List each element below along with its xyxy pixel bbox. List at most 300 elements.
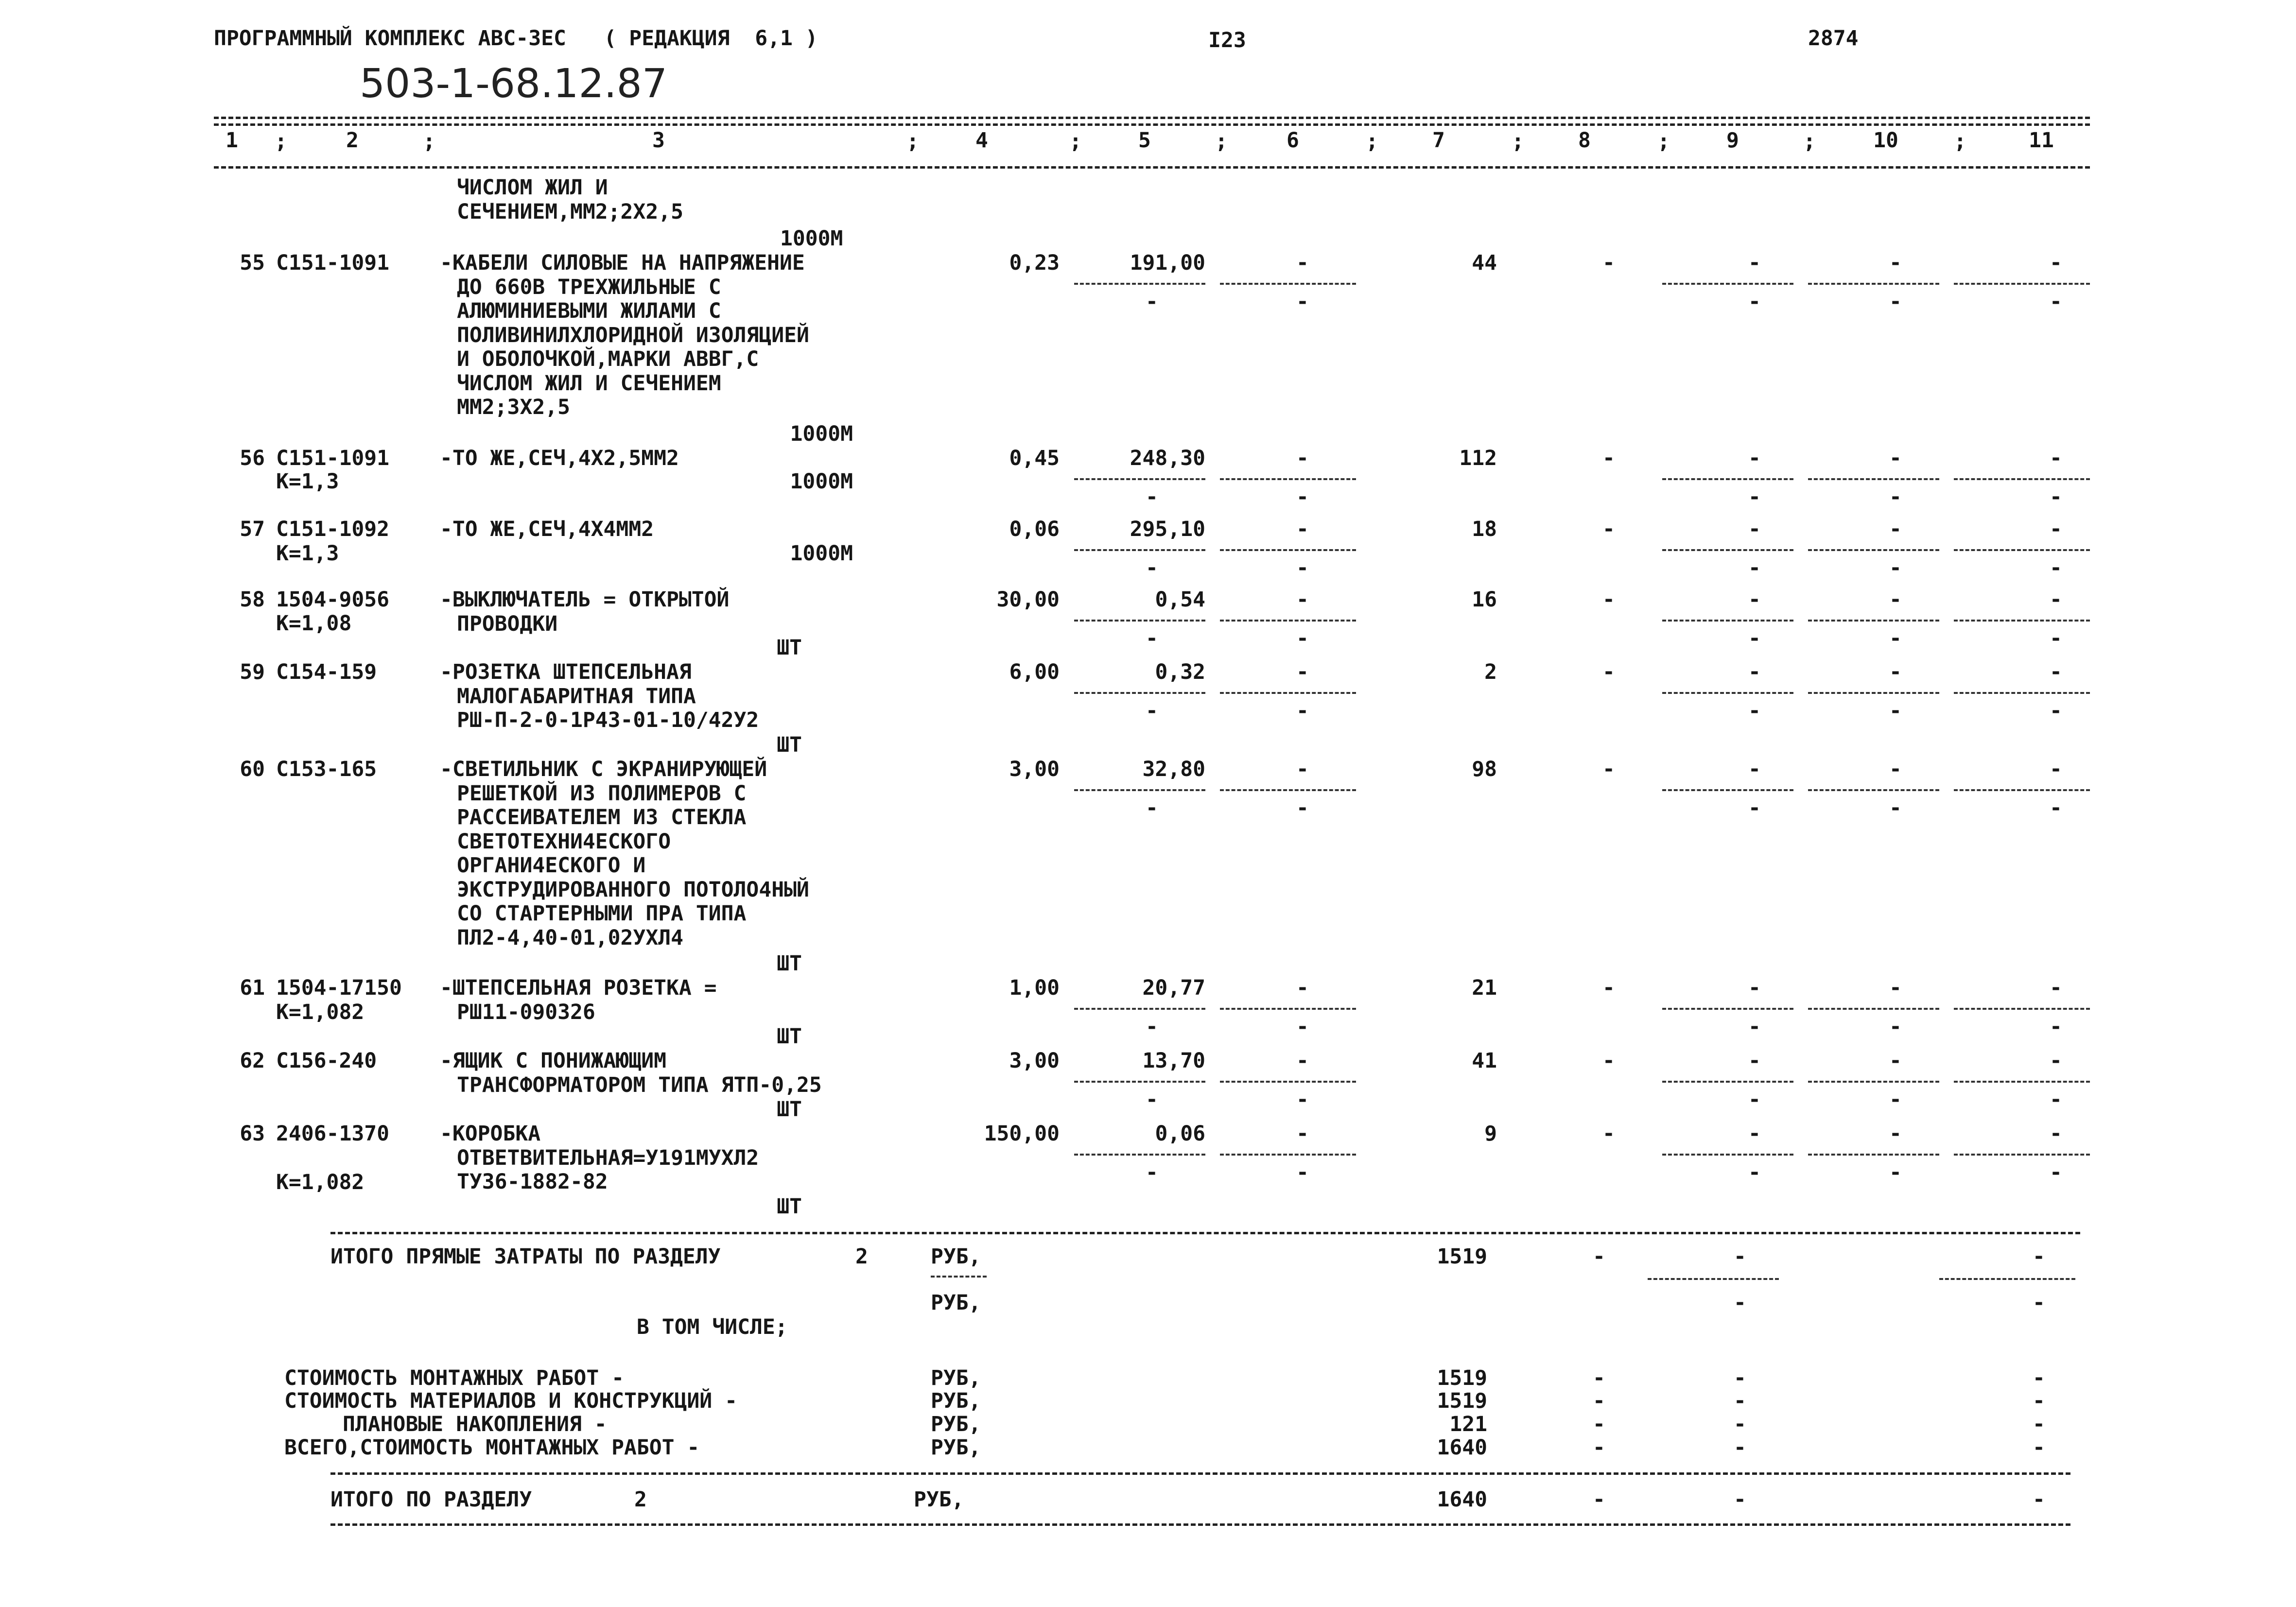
unit-price: 0,06 (1155, 1122, 1205, 1146)
fraction-rule (1220, 549, 1356, 551)
rub-label: РУБ, (931, 1366, 981, 1390)
summary-line-label: ПЛАНОВЫЕ НАКОПЛЕНИЯ - (343, 1412, 607, 1436)
lower-value: - (1296, 556, 1309, 580)
col9-value: - (1734, 1389, 1746, 1413)
desc-line: АЛЮМИНИЕВЫМИ ЖИЛАМИ С (457, 299, 721, 323)
fraction-rule (1220, 1154, 1356, 1156)
column-header-5: 5 (1138, 128, 1151, 153)
lower-value: - (1889, 626, 1902, 651)
lower-value: - (1296, 626, 1309, 651)
fraction-rule (1808, 1008, 1939, 1010)
fraction-rule (1074, 283, 1205, 285)
fraction-rule (1220, 1008, 1356, 1010)
col8-value: - (1602, 660, 1615, 684)
total-value: 16 (1472, 588, 1497, 612)
lower-value: - (1748, 290, 1761, 314)
header-rule-top-2 (214, 123, 2090, 126)
col6-value: - (1296, 446, 1309, 470)
lower-value: - (1889, 1015, 1902, 1039)
unit-label: ШТ (777, 951, 802, 976)
col6-value: - (1296, 588, 1309, 612)
rub-label: РУБ, (914, 1487, 964, 1512)
itogo-razdel-label: ИТОГО ПО РАЗДЕЛУ (330, 1487, 532, 1512)
col11-value: - (2050, 517, 2062, 541)
col8-value: - (1593, 1389, 1605, 1413)
col11-value: - (2050, 660, 2062, 684)
total-value: 18 (1472, 517, 1497, 541)
page-number: I23 (1208, 28, 1246, 52)
col10-value: - (1889, 517, 1902, 541)
desc-line: ОРГАНИ4ЕСКОГО И (457, 853, 646, 878)
total-value: 41 (1472, 1049, 1497, 1073)
col9-value: - (1734, 1412, 1746, 1436)
unit-price: 32,80 (1142, 757, 1205, 781)
col11-value: - (2050, 588, 2062, 612)
lower-value: - (1748, 556, 1761, 580)
fraction-rule (1954, 692, 2090, 694)
lower-value: - (1146, 485, 1158, 509)
column-header-8: 8 (1578, 128, 1591, 153)
col8-value: - (1602, 1122, 1615, 1146)
col11-value: - (2050, 757, 2062, 781)
col6-value: - (1296, 976, 1309, 1000)
column-header-7: 7 (1432, 128, 1445, 153)
lower-value: - (1146, 556, 1158, 580)
fraction-rule (1074, 1154, 1205, 1156)
desc-line: ЧИСЛОМ ЖИЛ И (457, 175, 608, 200)
col9-value: - (1748, 1049, 1761, 1073)
lower-value: - (1146, 796, 1158, 820)
desc-line: СВЕТОТЕХНИ4ЕСКОГО (457, 829, 671, 854)
fraction-rule (1662, 1008, 1793, 1010)
unit-label: 1000М (790, 469, 853, 494)
column-separator: ; (1954, 129, 1966, 154)
col6-value: - (1296, 1049, 1309, 1073)
rub-label: РУБ, (931, 1244, 981, 1269)
fraction-rule (1220, 478, 1356, 480)
total-value: 112 (1459, 446, 1497, 470)
col11-value: - (2033, 1389, 2045, 1413)
desc-line: РШ11-090326 (457, 1000, 595, 1024)
lower-value: - (1889, 290, 1902, 314)
itogo-label: ИТОГО ПРЯМЫЕ ЗАТРАТЫ ПО РАЗДЕЛУ (330, 1244, 721, 1269)
lower-value: - (1146, 626, 1158, 651)
price-code: С154-159 (276, 660, 377, 684)
lower-value: - (1748, 1088, 1761, 1112)
col9-value: - (1734, 1291, 1746, 1315)
fraction-rule (1220, 789, 1356, 791)
lower-value: - (1146, 1088, 1158, 1112)
unit-price: 0,32 (1155, 660, 1205, 684)
column-separator: ; (275, 129, 287, 154)
fraction-rule (1074, 1008, 1205, 1010)
col9-value: - (1748, 976, 1761, 1000)
lower-value: - (1296, 796, 1309, 820)
column-separator: ; (1803, 129, 1816, 154)
lower-value: - (2050, 1088, 2062, 1112)
col9-value: - (1748, 660, 1761, 684)
col8-value: - (1602, 446, 1615, 470)
unit-label: ШТ (777, 636, 802, 660)
desc-line: -ЯЩИК С ПОНИЖАЮЩИМ (440, 1049, 666, 1073)
row-number: 59 (240, 660, 265, 684)
col8-value: - (1602, 517, 1615, 541)
quantity: 6,00 (1009, 660, 1060, 684)
col9-value: - (1734, 1487, 1746, 1512)
fraction-rule (1808, 789, 1939, 791)
header-rule-top-1 (214, 117, 2090, 119)
unit-price: 13,70 (1142, 1049, 1205, 1073)
section-number: 2 (855, 1244, 868, 1269)
fraction-rule (1954, 789, 2090, 791)
col9-value: - (1734, 1244, 1746, 1269)
fraction-rule (1808, 1154, 1939, 1156)
lower-value: - (1296, 290, 1309, 314)
lower-value: - (1748, 796, 1761, 820)
lower-value: - (2050, 626, 2062, 651)
column-header-11: 11 (2029, 128, 2054, 153)
row-number: 60 (240, 757, 265, 781)
k-factor: К=1,082 (276, 1170, 365, 1194)
price-code: С151-1091 (276, 446, 389, 470)
summary-line-value: 1640 (1437, 1435, 1487, 1460)
fraction-rule (1808, 620, 1939, 622)
fraction-rule (1808, 478, 1939, 480)
fraction-rule (1220, 1081, 1356, 1083)
k-factor: К=1,082 (276, 1000, 365, 1024)
fraction-rule (1954, 549, 2090, 551)
price-code: С156-240 (276, 1049, 377, 1073)
fraction-rule (1074, 789, 1205, 791)
row-number: 58 (240, 588, 265, 612)
lower-value: - (1296, 699, 1309, 723)
desc-line: ТРАНСФОРМАТОРОМ ТИПА ЯТП-0,25 (457, 1072, 822, 1097)
summary-line-label: ВСЕГО,СТОИМОСТЬ МОНТАЖНЫХ РАБОТ - (284, 1435, 700, 1460)
in-that-number: В ТОМ ЧИСЛЕ; (637, 1315, 788, 1339)
fraction-rule (1074, 1081, 1205, 1083)
quantity: 1,00 (1009, 976, 1060, 1000)
lower-value: - (2050, 699, 2062, 723)
col8-value: - (1593, 1487, 1605, 1512)
lower-value: - (1748, 485, 1761, 509)
price-code: 1504-9056 (276, 588, 389, 612)
lower-value: - (1889, 796, 1902, 820)
col9-value: - (1734, 1435, 1746, 1460)
lower-value: - (2050, 796, 2062, 820)
desc-line: И ОБОЛОЧКОЙ,МАРКИ АВВГ,С (457, 347, 759, 371)
column-header-2: 2 (346, 128, 359, 153)
col11-value: - (2033, 1244, 2045, 1269)
handwritten-code: 503-1-68.12.87 (360, 61, 668, 107)
fraction-rule (1954, 1008, 2090, 1010)
desc-line: ПЛ2-4,40-01,02УХЛ4 (457, 925, 683, 950)
col8-value: - (1593, 1412, 1605, 1436)
header-rule-bottom (214, 166, 2090, 169)
total-value: 98 (1472, 757, 1497, 781)
col8-value: - (1602, 757, 1615, 781)
col8-value: - (1593, 1244, 1605, 1269)
lower-value: - (1296, 1160, 1309, 1185)
price-code: С151-1092 (276, 517, 389, 541)
fraction-rule (1220, 692, 1356, 694)
desc-line: РШ-П-2-0-1Р43-01-10/42У2 (457, 708, 759, 732)
desc-line: -КАБЕЛИ СИЛОВЫЕ НА НАПРЯЖЕНИЕ (440, 251, 805, 275)
desc-line: СО СТАРТЕРНЫМИ ПРА ТИПА (457, 901, 747, 926)
desc-line: МАЛОГАБАРИТНАЯ ТИПА (457, 684, 696, 708)
col11-value: - (2033, 1435, 2045, 1460)
summary-line-value: 1519 (1437, 1366, 1487, 1390)
fraction-rule (1662, 549, 1793, 551)
k-factor: К=1,3 (276, 469, 339, 494)
col10-value: - (1889, 446, 1902, 470)
quantity: 3,00 (1009, 1049, 1060, 1073)
unit-label: ШТ (777, 733, 802, 757)
desc-line: -СВЕТИЛЬНИК С ЭКРАНИРУЮЩЕЙ (440, 757, 767, 781)
fraction-rule (1220, 283, 1356, 285)
column-separator: ; (1069, 129, 1082, 154)
rub-label: РУБ, (931, 1389, 981, 1413)
lower-value: - (1296, 1088, 1309, 1112)
fraction-rule (1074, 478, 1205, 480)
col10-value: - (1889, 1122, 1902, 1146)
row-number: 55 (240, 251, 265, 275)
col11-value: - (2050, 1049, 2062, 1073)
itogo-razdel-total: 1640 (1437, 1487, 1487, 1512)
column-header-9: 9 (1726, 128, 1739, 153)
fraction-rule (1808, 1081, 1939, 1083)
desc-line: РАССЕИВАТЕЛЕМ ИЗ СТЕКЛА (457, 805, 747, 829)
col10-value: - (1889, 588, 1902, 612)
column-header-6: 6 (1287, 128, 1299, 153)
col9-value: - (1734, 1366, 1746, 1390)
lower-value: - (2050, 485, 2062, 509)
total-value: 21 (1472, 976, 1497, 1000)
quantity: 0,06 (1009, 517, 1060, 541)
lower-value: - (1146, 1160, 1158, 1185)
column-separator: ; (906, 129, 919, 154)
quantity: 150,00 (984, 1122, 1060, 1146)
fraction-rule (931, 1276, 987, 1278)
desc-line: -ВЫКЛЮЧАТЕЛЬ = ОТКРЫТОЙ (440, 588, 730, 612)
rub-label: РУБ, (931, 1291, 981, 1315)
unit-price: 295,10 (1130, 517, 1205, 541)
col9-value: - (1748, 446, 1761, 470)
desc-line: СЕЧЕНИЕМ,ММ2;2Х2,5 (457, 200, 683, 224)
doc-number: 2874 (1808, 26, 1859, 51)
desc-line: ММ2;3Х2,5 (457, 395, 570, 419)
col11-value: - (2033, 1487, 2045, 1512)
unit-price: 248,30 (1130, 446, 1205, 470)
program-title: ПРОГРАММНЫЙ КОМПЛЕКС АВС-3ЕС ( РЕДАКЦИЯ 6,1 ) (214, 26, 818, 51)
desc-line: ТУ36-1882-82 (457, 1170, 608, 1194)
col11-value: - (2033, 1366, 2045, 1390)
col10-value: - (1889, 251, 1902, 275)
summary-rule-mid (330, 1472, 2070, 1475)
col9-value: - (1748, 251, 1761, 275)
unit-label: ШТ (777, 1097, 802, 1122)
desc-line: ЧИСЛОМ ЖИЛ И СЕЧЕНИЕМ (457, 371, 721, 396)
fraction-rule (1648, 1278, 1779, 1280)
desc-line: -ШТЕПСЕЛЬНАЯ РОЗЕТКА = (440, 976, 717, 1000)
fraction-rule (1662, 620, 1793, 622)
col8-value: - (1593, 1366, 1605, 1390)
lower-value: - (2050, 556, 2062, 580)
rub-label: РУБ, (931, 1435, 981, 1460)
col6-value: - (1296, 660, 1309, 684)
total-value: 44 (1472, 251, 1497, 275)
fraction-rule (1220, 620, 1356, 622)
column-separator: ; (1215, 129, 1228, 154)
summary-line-label: СТОИМОСТЬ МОНТАЖНЫХ РАБОТ - (284, 1366, 624, 1390)
lower-value: - (1889, 556, 1902, 580)
lower-value: - (2050, 290, 2062, 314)
unit-price: 0,54 (1155, 588, 1205, 612)
fraction-rule (1808, 692, 1939, 694)
col8-value: - (1602, 1049, 1615, 1073)
row-number: 61 (240, 976, 265, 1000)
lower-value: - (1146, 290, 1158, 314)
k-factor: К=1,08 (276, 611, 352, 636)
fraction-rule (1954, 283, 2090, 285)
row-number: 57 (240, 517, 265, 541)
unit-label: ШТ (777, 1194, 802, 1219)
section-number: 2 (634, 1487, 647, 1512)
lower-value: - (1748, 626, 1761, 651)
unit-label: 1000М (790, 541, 853, 566)
column-separator: ; (423, 129, 435, 154)
itogo-total: 1519 (1437, 1244, 1487, 1269)
col6-value: - (1296, 757, 1309, 781)
lower-value: - (2050, 1015, 2062, 1039)
desc-line: ДО 660В ТРЕХЖИЛЬНЫЕ С (457, 275, 721, 299)
column-header-3: 3 (652, 128, 665, 153)
col8-value: - (1602, 976, 1615, 1000)
lower-value: - (1889, 1160, 1902, 1185)
column-separator: ; (1366, 129, 1378, 154)
lower-value: - (1748, 1160, 1761, 1185)
quantity: 30,00 (996, 588, 1060, 612)
col9-value: - (1748, 1122, 1761, 1146)
col10-value: - (1889, 757, 1902, 781)
fraction-rule (1939, 1278, 2075, 1280)
column-header-1: 1 (226, 128, 238, 153)
col9-value: - (1748, 517, 1761, 541)
lower-value: - (1748, 1015, 1761, 1039)
fraction-rule (1808, 283, 1939, 285)
column-separator: ; (1512, 129, 1524, 154)
col8-value: - (1602, 251, 1615, 275)
total-value: 2 (1484, 660, 1497, 684)
desc-line: ПОЛИВИНИЛХЛОРИДНОЙ ИЗОЛЯЦИЕЙ (457, 323, 809, 347)
lower-value: - (1889, 699, 1902, 723)
col11-value: - (2050, 1122, 2062, 1146)
col9-value: - (1748, 588, 1761, 612)
fraction-rule (1074, 620, 1205, 622)
summary-rule-top (330, 1232, 2080, 1234)
column-separator: ; (1657, 129, 1670, 154)
fraction-rule (1808, 549, 1939, 551)
price-code: 1504-17150 (276, 976, 402, 1000)
summary-line-value: 121 (1449, 1412, 1487, 1436)
quantity: 0,23 (1009, 251, 1060, 275)
desc-line: ЭКСТРУДИРОВАННОГО ПОТОЛО4НЫЙ (457, 877, 809, 902)
fraction-rule (1662, 692, 1793, 694)
fraction-rule (1954, 1081, 2090, 1083)
quantity: 0,45 (1009, 446, 1060, 470)
summary-line-value: 1519 (1437, 1389, 1487, 1413)
summary-rule-bottom (330, 1523, 2070, 1526)
desc-line: ОТВЕТВИТЕЛЬНАЯ=У191МУХЛ2 (457, 1145, 759, 1170)
column-header-10: 10 (1873, 128, 1898, 153)
fraction-rule (1074, 549, 1205, 551)
row-number: 63 (240, 1122, 265, 1146)
row-number: 56 (240, 446, 265, 470)
col6-value: - (1296, 517, 1309, 541)
price-code: 2406-1370 (276, 1122, 389, 1146)
unit-label: 1000М (780, 226, 843, 251)
k-factor: К=1,3 (276, 541, 339, 566)
col8-value: - (1602, 588, 1615, 612)
lower-value: - (2050, 1160, 2062, 1185)
total-value: 9 (1484, 1122, 1497, 1146)
fraction-rule (1662, 1081, 1793, 1083)
lower-value: - (1889, 485, 1902, 509)
unit-price: 191,00 (1130, 251, 1205, 275)
lower-value: - (1296, 485, 1309, 509)
fraction-rule (1662, 789, 1793, 791)
column-header-4: 4 (975, 128, 988, 153)
col11-value: - (2033, 1291, 2045, 1315)
summary-line-label: СТОИМОСТЬ МАТЕРИАЛОВ И КОНСТРУКЦИЙ - (284, 1389, 737, 1413)
lower-value: - (1889, 1088, 1902, 1112)
fraction-rule (1954, 1154, 2090, 1156)
lower-value: - (1146, 699, 1158, 723)
col11-value: - (2050, 976, 2062, 1000)
unit-price: 20,77 (1142, 976, 1205, 1000)
fraction-rule (1074, 692, 1205, 694)
unit-label: 1000М (790, 422, 853, 446)
quantity: 3,00 (1009, 757, 1060, 781)
col6-value: - (1296, 1122, 1309, 1146)
fraction-rule (1662, 1154, 1793, 1156)
unit-label: ШТ (777, 1024, 802, 1049)
lower-value: - (1146, 1015, 1158, 1039)
col8-value: - (1593, 1435, 1605, 1460)
desc-line: -ТО ЖЕ,СЕЧ,4Х2,5ММ2 (440, 446, 679, 470)
price-code: С153-165 (276, 757, 377, 781)
row-number: 62 (240, 1049, 265, 1073)
col10-value: - (1889, 1049, 1902, 1073)
col11-value: - (2050, 446, 2062, 470)
desc-line: ПРОВОДКИ (457, 611, 558, 636)
col6-value: - (1296, 251, 1309, 275)
col10-value: - (1889, 660, 1902, 684)
rub-label: РУБ, (931, 1412, 981, 1436)
col9-value: - (1748, 757, 1761, 781)
desc-line: -КОРОБКА (440, 1122, 541, 1146)
col11-value: - (2050, 251, 2062, 275)
fraction-rule (1954, 478, 2090, 480)
lower-value: - (1748, 699, 1761, 723)
fraction-rule (1954, 620, 2090, 622)
lower-value: - (1296, 1015, 1309, 1039)
desc-line: -РОЗЕТКА ШТЕПСЕЛЬНАЯ (440, 660, 692, 684)
desc-line: -ТО ЖЕ,СЕЧ,4Х4ММ2 (440, 517, 654, 541)
fraction-rule (1662, 283, 1793, 285)
col10-value: - (1889, 976, 1902, 1000)
col11-value: - (2033, 1412, 2045, 1436)
desc-line: РЕШЕТКОЙ ИЗ ПОЛИМЕРОВ С (457, 781, 747, 806)
